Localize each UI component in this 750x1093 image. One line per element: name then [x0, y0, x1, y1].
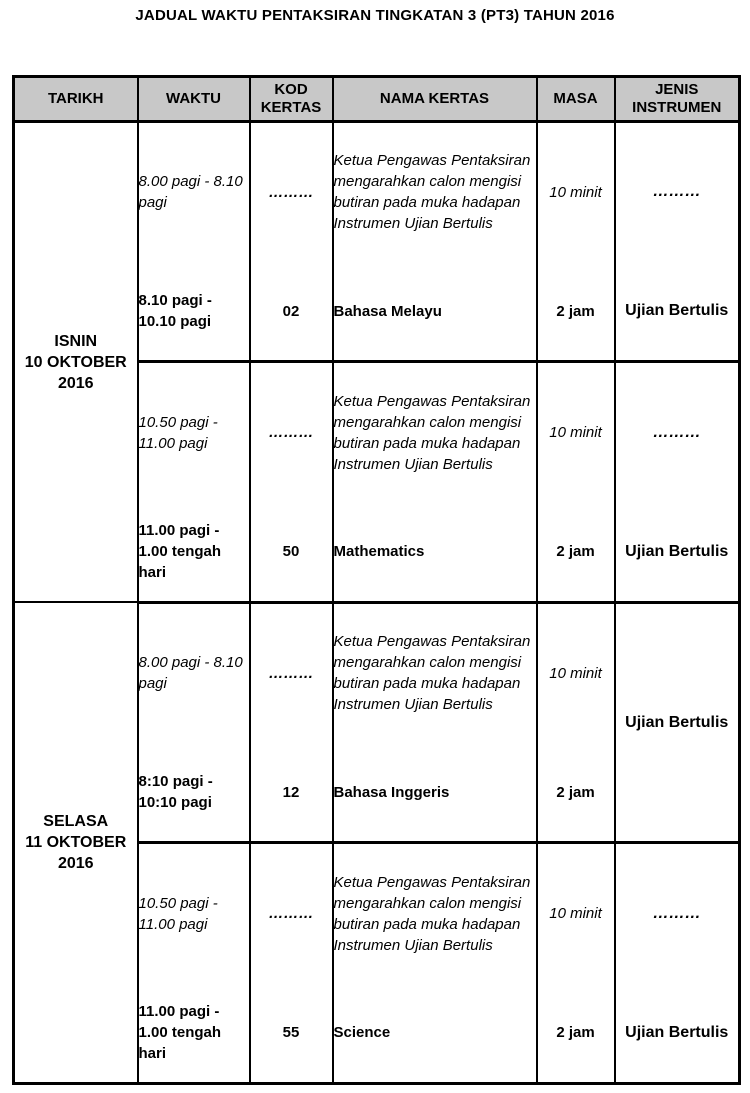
duration-cell: 2 jam: [537, 743, 615, 843]
paper-name-cell: Ketua Pengawas Pentaksiran mengarahkan calon mengisi butiran pada muka hadapan Instrumen Ujian Bertulis: [333, 362, 537, 502]
paper-name-cell: Ketua Pengawas Pentaksiran mengarahkan calon mengisi butiran pada muka hadapan Instrumen Ujian Bertulis: [333, 843, 537, 983]
time-cell: 11.00 pagi - 1.00 tengah hari: [138, 502, 250, 602]
duration-cell: 10 minit: [537, 362, 615, 502]
header-kod-kertas: KOD KERTAS: [250, 77, 333, 122]
paper-code-cell: 02: [250, 262, 333, 362]
duration-cell: 10 minit: [537, 602, 615, 742]
time-cell: 8:10 pagi - 10:10 pagi: [138, 743, 250, 843]
paper-name-cell: Science: [333, 983, 537, 1083]
paper-code-cell: ………: [250, 122, 333, 262]
date-day: ISNIN: [54, 332, 98, 350]
paper-name-cell: Ketua Pengawas Pentaksiran mengarahkan calon mengisi butiran pada muka hadapan Instrumen Ujian Bertulis: [333, 602, 537, 742]
time-cell: 8.00 pagi - 8.10 pagi: [138, 602, 250, 742]
time-cell: 10.50 pagi - 11.00 pagi: [138, 362, 250, 502]
exam-schedule-table: [12, 75, 741, 1085]
paper-code-cell: 12: [250, 743, 333, 843]
instrument-cell: Ujian Bertulis: [615, 502, 740, 602]
header-row: [14, 77, 740, 122]
instrument-cell: Ujian Bertulis: [615, 983, 740, 1083]
date-day: SELASA: [43, 813, 109, 831]
date-full: 10 OKTOBER 2016: [24, 353, 127, 392]
instrument-cell: Ujian Bertulis: [615, 262, 740, 362]
table-row: [14, 602, 740, 742]
paper-name-cell: Bahasa Melayu: [333, 262, 537, 362]
time-cell: 8.10 pagi - 10.10 pagi: [138, 262, 250, 362]
instrument-cell: ………: [615, 122, 740, 262]
header-jenis-instrumen: JENIS INSTRUMEN: [615, 77, 740, 122]
date-full: 11 OKTOBER 2016: [25, 834, 127, 873]
paper-code-cell: ………: [250, 602, 333, 742]
header-masa: MASA: [537, 77, 615, 122]
paper-name-cell: Bahasa Inggeris: [333, 743, 537, 843]
paper-code-cell: ………: [250, 843, 333, 983]
date-cell: [14, 122, 138, 603]
paper-code-cell: 55: [250, 983, 333, 1083]
page-title: JADUAL WAKTU PENTAKSIRAN TINGKATAN 3 (PT3) TAHUN 2016: [135, 7, 615, 24]
duration-cell: 10 minit: [537, 122, 615, 262]
paper-code-cell: 50: [250, 502, 333, 602]
time-cell: 8.00 pagi - 8.10 pagi: [138, 122, 250, 262]
duration-cell: 2 jam: [537, 983, 615, 1083]
instrument-cell: Ujian Bertulis: [615, 602, 740, 842]
duration-cell: 10 minit: [537, 843, 615, 983]
header-nama-kertas: NAMA KERTAS: [333, 77, 537, 122]
paper-code-cell: ………: [250, 362, 333, 502]
header-tarikh: TARIKH: [14, 77, 138, 122]
time-cell: 11.00 pagi - 1.00 tengah hari: [138, 983, 250, 1083]
time-cell: 10.50 pagi - 11.00 pagi: [138, 843, 250, 983]
paper-name-cell: Mathematics: [333, 502, 537, 602]
duration-cell: 2 jam: [537, 262, 615, 362]
date-cell: [14, 602, 138, 1083]
table-row: [14, 122, 740, 262]
duration-cell: 2 jam: [537, 502, 615, 602]
paper-name-cell: Ketua Pengawas Pentaksiran mengarahkan calon mengisi butiran pada muka hadapan Instrumen Ujian Bertulis: [333, 122, 537, 262]
instrument-cell: ………: [615, 362, 740, 502]
instrument-cell: ………: [615, 843, 740, 983]
header-waktu: WAKTU: [138, 77, 250, 122]
